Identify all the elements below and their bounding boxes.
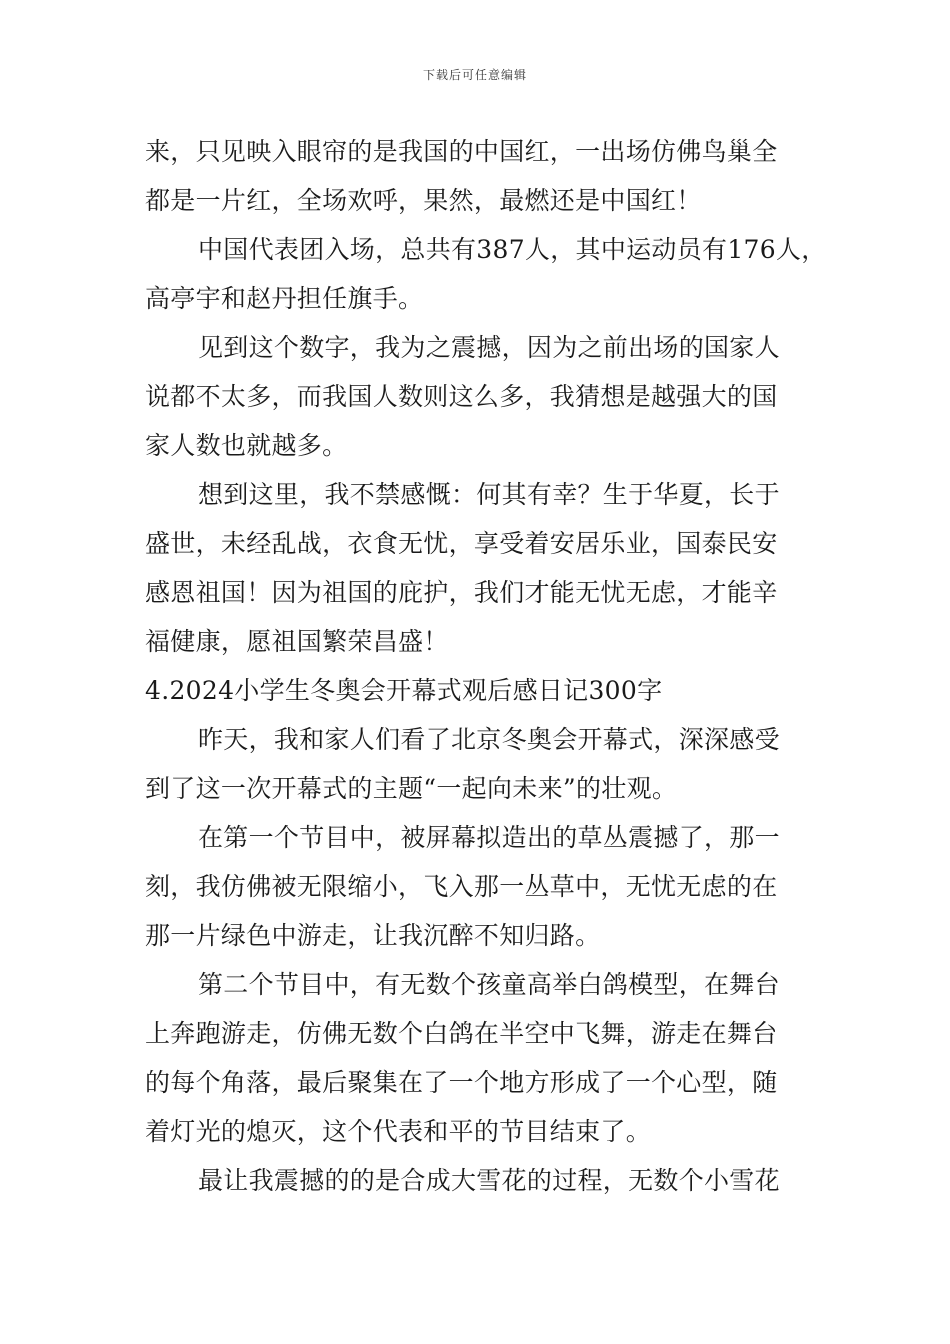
text-line: 家人数也就越多。 bbox=[145, 431, 348, 460]
text-line: 感恩祖国！因为祖国的庇护，我们才能无忧无虑，才能辛 bbox=[145, 578, 778, 607]
text-line: 4.2024小学生冬奥会开幕式观后感日记300字 bbox=[145, 676, 663, 705]
text-line: 那一片绿色中游走，让我沉醉不知归路。 bbox=[145, 921, 601, 950]
text-line: 见到这个数字，我为之震撼，因为之前出场的国家人 bbox=[198, 333, 780, 362]
page-header-note: 下载后可任意编辑 bbox=[422, 68, 527, 82]
text-line: 昨天，我和家人们看了北京冬奥会开幕式，深深感受 bbox=[198, 725, 780, 754]
text-line: 到了这一次开幕式的主题“一起向未来”的壮观。 bbox=[145, 774, 678, 803]
text-line: 盛世，未经乱战，衣食无忧，享受着安居乐业，国泰民安 bbox=[145, 529, 778, 558]
text-line: 最让我震撼的的是合成大雪花的过程，无数个小雪花 bbox=[198, 1166, 780, 1195]
text-line: 来，只见映入眼帘的是我国的中国红，一出场仿佛鸟巢全 bbox=[145, 137, 778, 166]
document-body bbox=[145, 127, 835, 1205]
text-line: 高亭宇和赵丹担任旗手。 bbox=[145, 284, 424, 313]
text-line: 的每个角落，最后聚集在了一个地方形成了一个心型，随 bbox=[145, 1068, 778, 1097]
text-line: 上奔跑游走，仿佛无数个白鸽在半空中飞舞，游走在舞台 bbox=[145, 1019, 778, 1048]
text-line: 都是一片红，全场欢呼，果然，最燃还是中国红！ bbox=[145, 186, 702, 215]
text-line: 第二个节目中，有无数个孩童高举白鸽模型，在舞台 bbox=[198, 970, 780, 999]
text-line: 福健康，愿祖国繁荣昌盛！ bbox=[145, 627, 449, 656]
text-line: 刻，我仿佛被无限缩小，飞入那一丛草中，无忧无虑的在 bbox=[145, 872, 778, 901]
text-line: 中国代表团入场，总共有387人，其中运动员有176人， bbox=[198, 235, 827, 264]
text-line: 想到这里，我不禁感慨：何其有幸？生于华夏，长于 bbox=[198, 480, 780, 509]
text-line: 着灯光的熄灭，这个代表和平的节目结束了。 bbox=[145, 1117, 652, 1146]
text-line: 在第一个节目中，被屏幕拟造出的草丛震撼了，那一 bbox=[198, 823, 780, 852]
text-line: 说都不太多，而我国人数则这么多，我猜想是越强大的国 bbox=[145, 382, 778, 411]
